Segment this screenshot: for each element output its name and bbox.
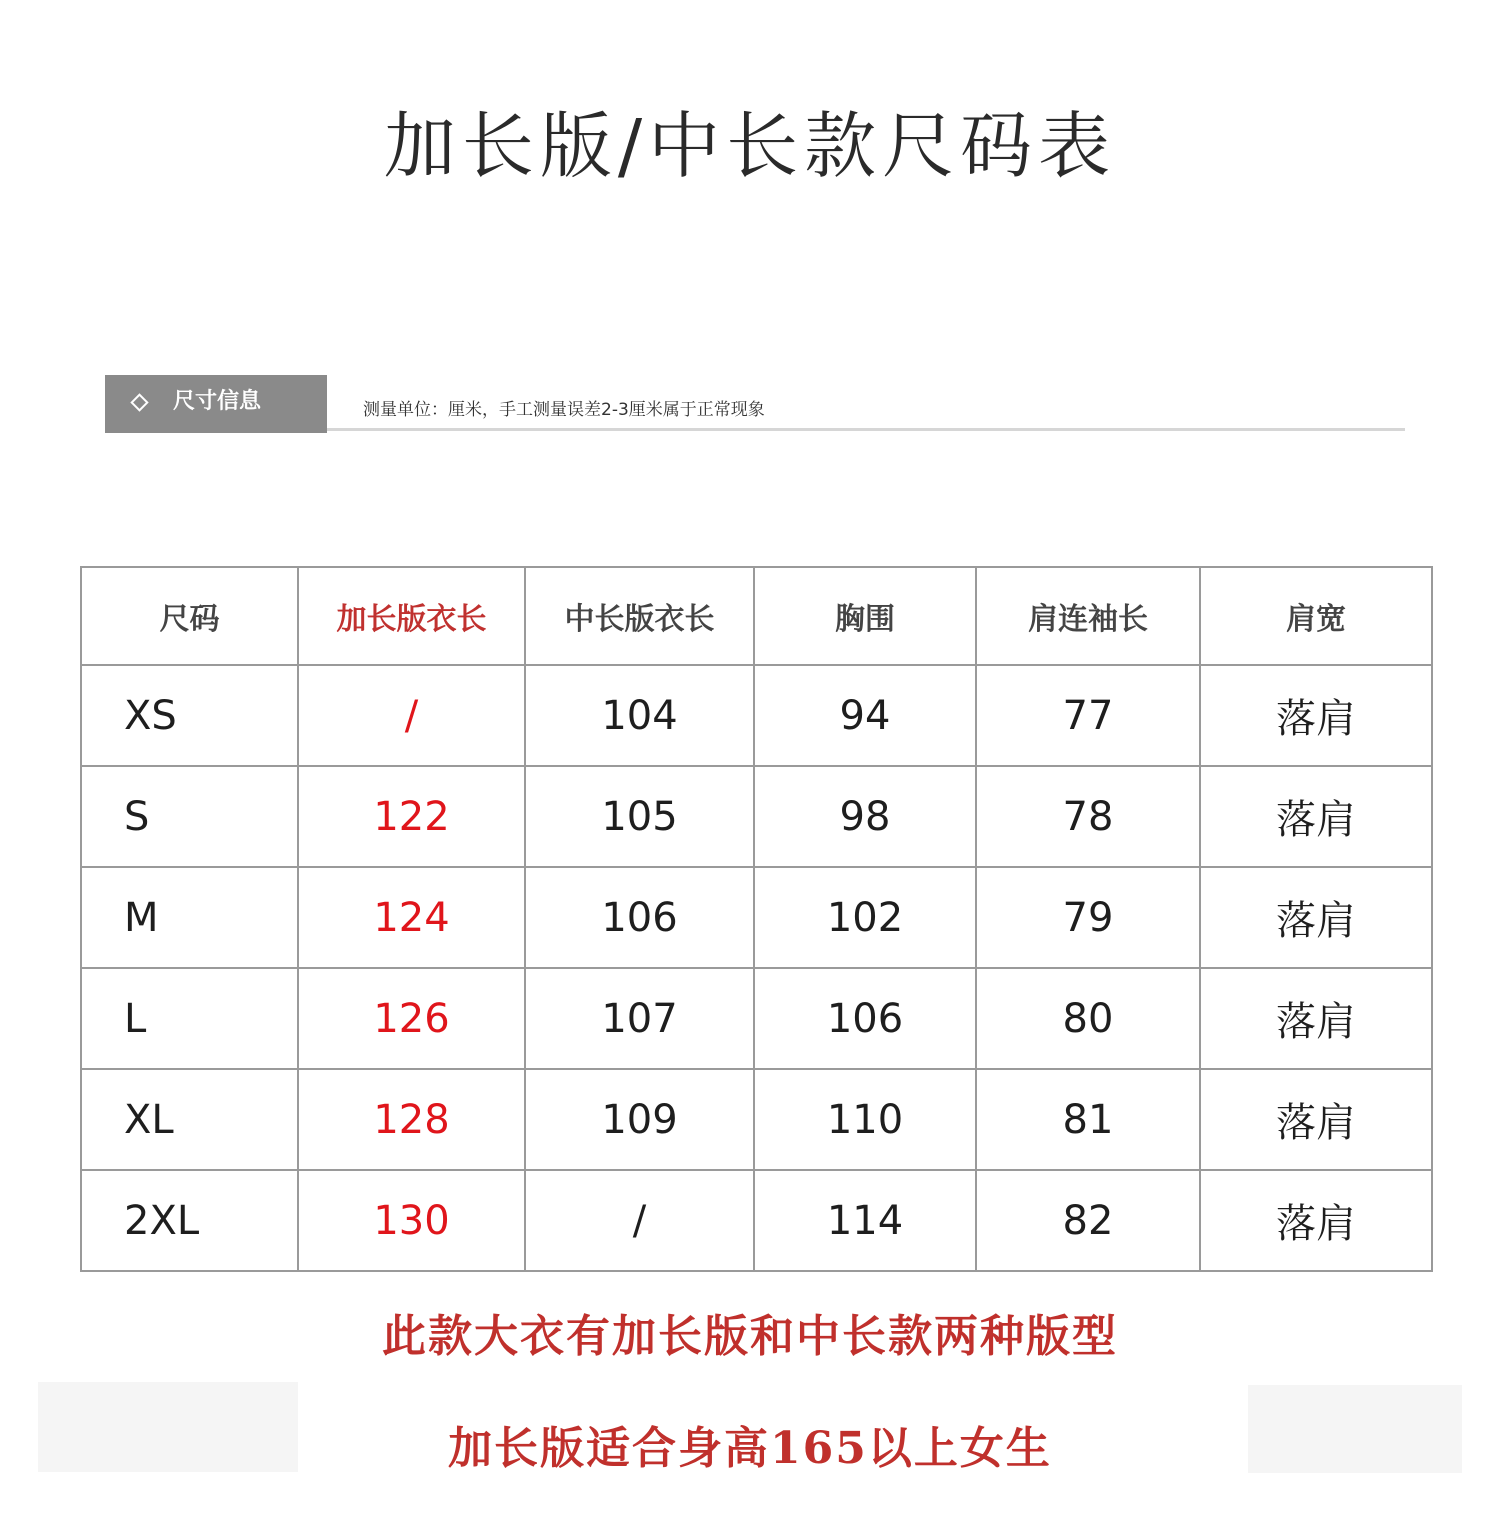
extended-length-cell: 122 xyxy=(298,766,525,867)
shoulder-cell: 落肩 xyxy=(1200,665,1432,766)
bust-cell: 110 xyxy=(754,1069,976,1170)
info-tag-label: 尺寸信息 xyxy=(173,389,262,414)
midi-length-cell: / xyxy=(525,1170,754,1271)
size-cell: M xyxy=(81,867,298,968)
bust-cell: 94 xyxy=(754,665,976,766)
sleeve-length-cell: 77 xyxy=(976,665,1200,766)
bust-cell: 102 xyxy=(754,867,976,968)
size-cell: XS xyxy=(81,665,298,766)
shoulder-cell: 落肩 xyxy=(1200,766,1432,867)
size-cell: L xyxy=(81,968,298,1069)
shoulder-cell: 落肩 xyxy=(1200,867,1432,968)
page-title: 加长版/中长款尺码表 xyxy=(383,104,1117,188)
bust-cell: 106 xyxy=(754,968,976,1069)
size-cell: XL xyxy=(81,1069,298,1170)
table-header-row xyxy=(81,567,1432,665)
header-extended-length: 加长版衣长 xyxy=(298,567,525,665)
header-size: 尺码 xyxy=(81,567,298,665)
divider xyxy=(327,428,1405,431)
header-shoulder: 肩宽 xyxy=(1200,567,1432,665)
table-row xyxy=(81,1069,1432,1170)
midi-length-cell: 106 xyxy=(525,867,754,968)
midi-length-cell: 105 xyxy=(525,766,754,867)
diamond-icon xyxy=(130,393,148,411)
sleeve-length-cell: 81 xyxy=(976,1069,1200,1170)
extended-length-cell: 130 xyxy=(298,1170,525,1271)
sleeve-length-cell: 78 xyxy=(976,766,1200,867)
info-bar xyxy=(105,375,1405,433)
midi-length-cell: 107 xyxy=(525,968,754,1069)
style-note: 此款大衣有加长版和中长款两种版型 xyxy=(382,1311,1118,1362)
extended-length-cell: 126 xyxy=(298,968,525,1069)
shoulder-cell: 落肩 xyxy=(1200,1069,1432,1170)
sleeve-length-cell: 80 xyxy=(976,968,1200,1069)
midi-length-cell: 104 xyxy=(525,665,754,766)
table-row xyxy=(81,867,1432,968)
table-row xyxy=(81,766,1432,867)
size-table xyxy=(80,566,1433,1272)
info-tag xyxy=(105,375,327,433)
sleeve-length-cell: 79 xyxy=(976,867,1200,968)
extended-length-cell: 128 xyxy=(298,1069,525,1170)
table-row xyxy=(81,1170,1432,1271)
shoulder-cell: 落肩 xyxy=(1200,968,1432,1069)
size-cell: 2XL xyxy=(81,1170,298,1271)
size-cell: S xyxy=(81,766,298,867)
bust-cell: 114 xyxy=(754,1170,976,1271)
bust-cell: 98 xyxy=(754,766,976,867)
header-bust: 胸围 xyxy=(754,567,976,665)
midi-length-cell: 109 xyxy=(525,1069,754,1170)
measurement-note: 测量单位：厘米，手工测量误差2-3厘米属于正常现象 xyxy=(363,400,765,420)
extended-length-cell: 124 xyxy=(298,867,525,968)
height-note: 加长版适合身高165以上女生 xyxy=(448,1423,1052,1474)
header-midi-length: 中长版衣长 xyxy=(525,567,754,665)
sleeve-length-cell: 82 xyxy=(976,1170,1200,1271)
table-row xyxy=(81,665,1432,766)
header-sleeve-length: 肩连袖长 xyxy=(976,567,1200,665)
table-row xyxy=(81,968,1432,1069)
shoulder-cell: 落肩 xyxy=(1200,1170,1432,1271)
extended-length-cell: / xyxy=(298,665,525,766)
